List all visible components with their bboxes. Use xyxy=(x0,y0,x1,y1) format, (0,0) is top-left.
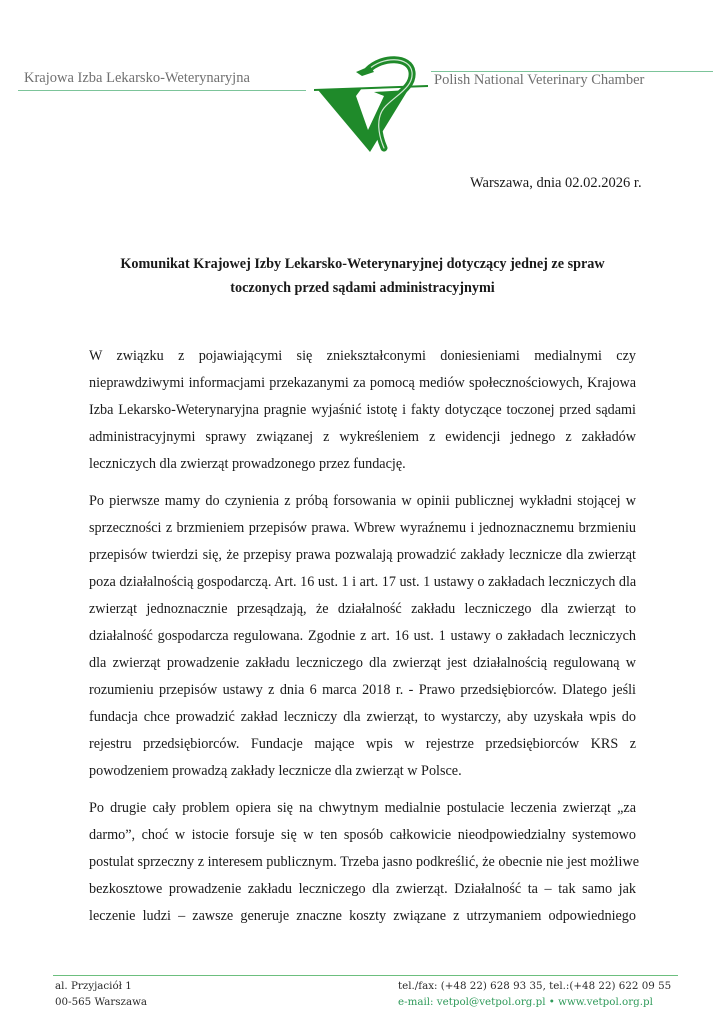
footer-phone: tel./fax: (+48 22) 628 93 35, tel.:(+48 22) 622 09 55 xyxy=(398,980,672,992)
paragraph-line: bezkosztowe prowadzenie zakładu leczniczego dla zwierząt. Działalność ta – tak samo jak xyxy=(89,881,636,897)
paragraph-line: W związku z pojawiającymi się zniekształconymi doniesieniami medialnymi czy xyxy=(89,348,636,364)
footer-address-street: al. Przyjaciół 1 xyxy=(55,980,132,992)
paragraph-line: postulat sprzeczny z interesem publicznym. Trzeba jasno podkreślić, że obecnie nie jest możliwe xyxy=(89,854,639,870)
paragraph-line: darmo”, choć w istocie forsuje się w ten sposób całkowicie nieodpowiedzialny systemowo xyxy=(89,827,636,843)
document-title-line-2: toczonych przed sądami administracyjnymi xyxy=(230,280,495,296)
paragraph-line: powodzeniem prowadzą zakłady lecznicze dla zwierząt w Polsce. xyxy=(89,763,462,779)
paragraph-line: rejestru przedsiębiorców. Fundacje mające wpis w rejestrze przedsiębiorców KRS z xyxy=(89,736,636,752)
paragraph-line: Po pierwsze mamy do czynienia z próbą forsowania w opinii publicznej wykładni stojącej w xyxy=(89,493,636,509)
paragraph-line: sprzeczności z brzmieniem przepisów prawa. Wbrew wyraźnemu i jednoznacznemu brzmieniu xyxy=(89,520,636,536)
paragraph-line: zwierząt jednoznacznie przesądzają, że działalność zakładu leczniczego dla zwierząt to xyxy=(89,601,636,617)
paragraph-line: nieprawdziwymi informacjami przekazanymi za pomocą mediów społecznościowych, Krajowa xyxy=(89,375,636,391)
vet-chamber-logo-icon xyxy=(312,52,430,152)
paragraph-line: przepisów twierdzi się, że przepisy prawa pozwalają prowadzić zakłady lecznicze dla zwierząt xyxy=(89,547,636,563)
paragraph-line: leczniczych dla zwierząt prowadzonego przez fundację. xyxy=(89,456,406,472)
document-date: Warszawa, dnia 02.02.2026 r. xyxy=(470,175,642,191)
paragraph-line: Izba Lekarsko-Weterynaryjna pragnie wyjaśnić istotę i fakty dotyczące toczonej przed sądami xyxy=(89,402,636,418)
paragraph-line: Po drugie cały problem opiera się na chwytnym medialnie postulacie leczenia zwierząt „za xyxy=(89,800,636,816)
paragraph-line: administracyjnymi sprawy związanej z wykreśleniem z ewidencji jednego z zakładów xyxy=(89,429,636,445)
footer-contact-links[interactable]: e-mail: vetpol@vetpol.org.pl • www.vetpol.org.pl xyxy=(398,996,653,1008)
paragraph-line: fundacja chce prowadzić zakład leczniczy dla zwierząt, to wystarczy, aby uzyskała wpis do xyxy=(89,709,636,725)
header-left-rule xyxy=(18,90,306,91)
document-title-line-1: Komunikat Krajowej Izby Lekarsko-Weterynaryjnej dotyczący jednej ze spraw xyxy=(120,256,605,272)
paragraph-line: leczenie ludzi – zawsze generuje znaczne koszty związane z utrzymaniem odpowiedniego xyxy=(89,908,636,924)
paragraph-line: poza działalnością gospodarczą. Art. 16 ust. 1 i art. 17 ust. 1 ustawy o zakładach leczniczych dla xyxy=(89,574,637,590)
paragraph-line: dla zwierząt prowadzenie zakładu leczniczego dla zwierząt jest działalnością regulowaną w xyxy=(89,655,636,671)
footer-address-city: 00-565 Warszawa xyxy=(55,996,148,1008)
paragraph-line: działalność gospodarcza regulowana. Zgodnie z art. 16 ust. 1 ustawy o zakładach leczniczych xyxy=(89,628,636,644)
paragraph-line: rozumieniu przepisów ustawy z dnia 6 marca 2018 r. - Prawo przedsiębiorców. Dlatego jeśli xyxy=(89,682,636,698)
footer-rule xyxy=(53,975,678,976)
header-org-name-pl: Krajowa Izba Lekarsko-Weterynaryjna xyxy=(24,70,250,86)
header-org-name-en: Polish National Veterinary Chamber xyxy=(434,72,645,88)
